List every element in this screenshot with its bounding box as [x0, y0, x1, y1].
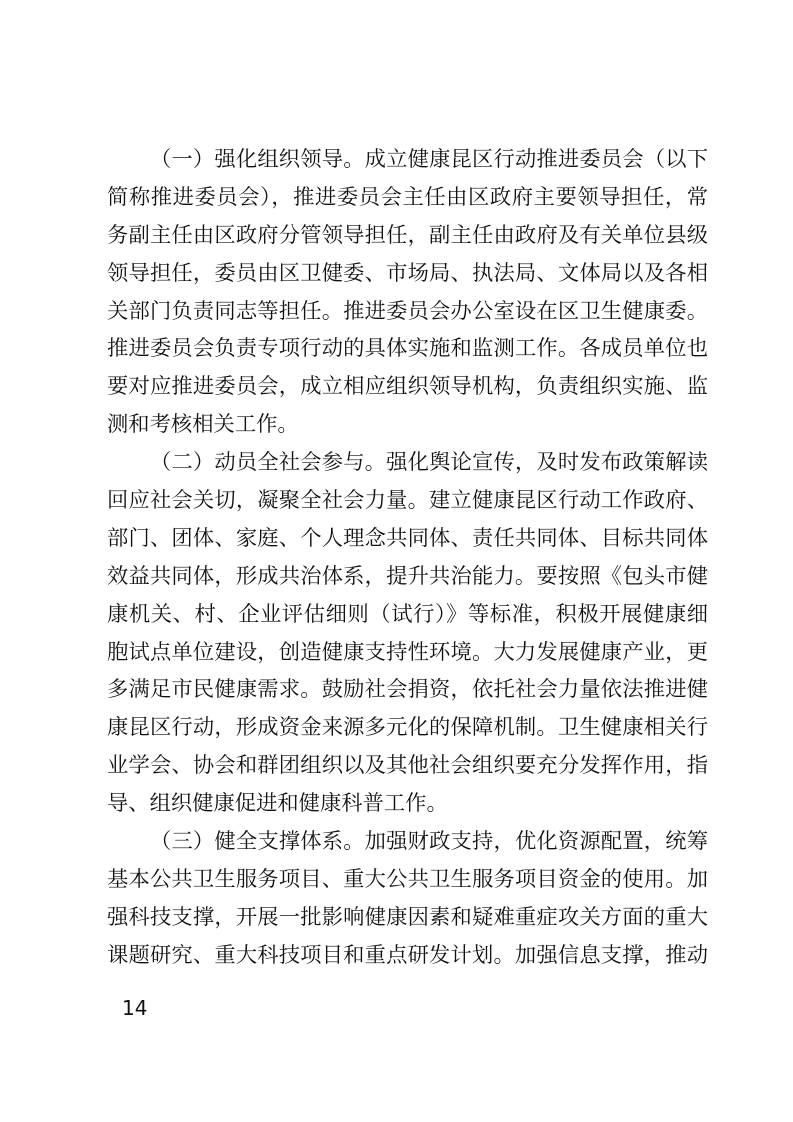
text-line: 胞试点单位建设，创造健康支持性环境。大力发展健康产业，更 — [107, 639, 708, 665]
text-line: （二）动员全社会参与。强化舆论宣传，及时发布政策解读 — [150, 450, 708, 476]
text-line: 部门、团体、家庭、个人理念共同体、责任共同体、目标共同体 — [107, 525, 708, 551]
text-line: 导、组织健康促进和健康科普工作。 — [107, 791, 448, 817]
page-number: 14 — [122, 996, 148, 1020]
text-line: （一）强化组织领导。成立健康昆区行动推进委员会（以下 — [150, 147, 708, 172]
text-line: 测和考核相关工作。 — [107, 412, 299, 438]
text-line: 康机关、村、企业评估细则（试行）》等标准，积极开展健康细 — [107, 601, 708, 627]
text-line: （三）健全支撑体系。加强财政支持，优化资源配置，统筹 — [150, 829, 708, 855]
text-line: 推进委员会负责专项行动的具体实施和监测工作。各成员单位也 — [107, 336, 708, 362]
text-line: 关部门负责同志等担任。推进委员会办公室设在区卫生健康委。 — [107, 298, 708, 324]
text-line: 多满足市民健康需求。鼓励社会捐资，依托社会力量依法推进健 — [107, 677, 708, 703]
text-line: 简称推进委员会），推进委员会主任由区政府主要领导担任，常 — [107, 184, 708, 210]
text-line: 康昆区行动，形成资金来源多元化的保障机制。卫生健康相关行 — [107, 715, 708, 741]
text-line: 强科技支撑，开展一批影响健康因素和疑难重症攻关方面的重大 — [107, 904, 708, 930]
document-body — [107, 141, 708, 975]
paragraph — [107, 444, 708, 823]
text-line: 回应社会关切，凝聚全社会力量。建立健康昆区行动工作政府、 — [107, 488, 708, 514]
text-line: 领导担任，委员由区卫健委、市场局、执法局、文体局以及各相 — [107, 260, 708, 286]
text-line: 业学会、协会和群团组织以及其他社会组织要充分发挥作用，指 — [107, 753, 708, 779]
text-line: 务副主任由区政府分管领导担任，副主任由政府及有关单位县级 — [107, 222, 708, 248]
text-line: 课题研究、重大科技项目和重点研发计划。加强信息支撑，推动 — [107, 942, 708, 968]
text-line: 基本公共卫生服务项目、重大公共卫生服务项目资金的使用。加 — [107, 866, 708, 892]
paragraph — [107, 141, 708, 444]
paragraph — [107, 823, 708, 975]
text-line: 要对应推进委员会，成立相应组织领导机构，负责组织实施、监 — [107, 374, 708, 400]
text-line: 效益共同体，形成共治体系，提升共治能力。要按照《包头市健 — [107, 563, 708, 589]
